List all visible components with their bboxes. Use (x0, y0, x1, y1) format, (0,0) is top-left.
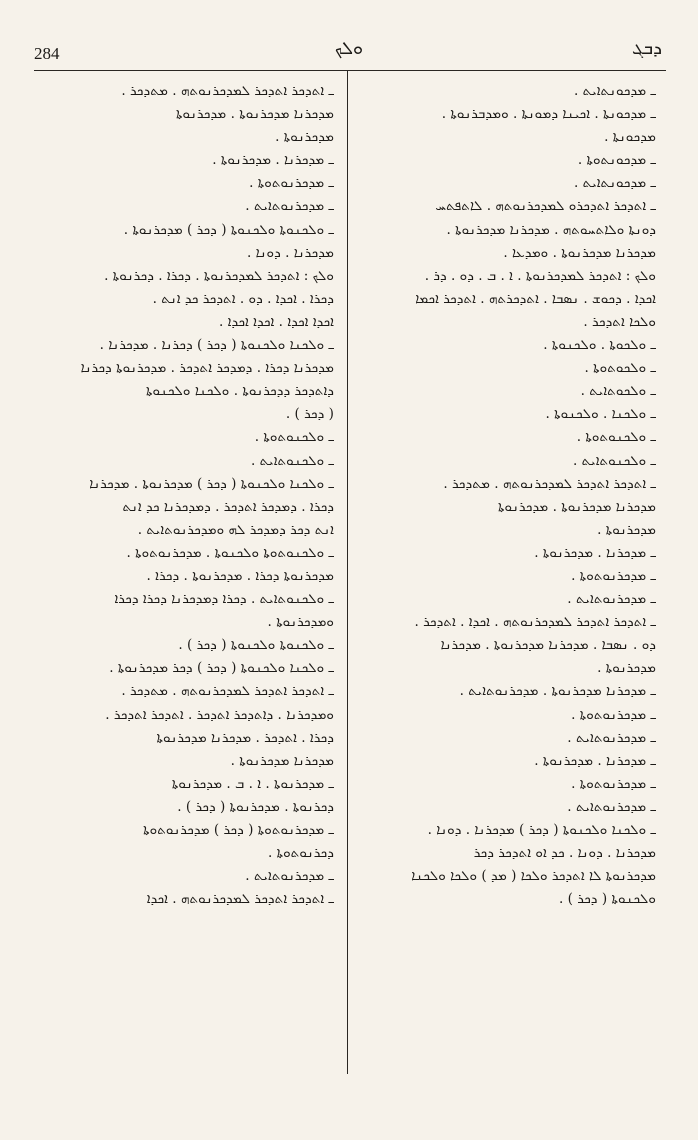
dictionary-line: ܡܕܟܪܢܐ ܡܕܟܪܢܘܬܐ . ܡܕܟܪܢܘܬܐ (176, 106, 334, 123)
dictionary-line: ܕܟܪܢܘܬܐ . ܡܕܟܪܢܘܬܐ ( ܕܟܪ ) . (177, 798, 334, 815)
dictionary-line: ܘܠܟ : ܐܬܕܟܪ ܠܡܕܟܪܢܘܬܐ . ܕܟܪܐ . ܕܟܪܢܘܬܐ . (104, 267, 334, 284)
page-header (30, 30, 668, 70)
dictionary-line: ـ ܡܕܟܪܢܐ ܡܕܟܪܢܘܬܐ . ܡܕܟܪܢܘܬܐܝܬ . (459, 683, 656, 700)
dictionary-line: ـ ܐܬܕܟܪ ܐܬܕܟܪܘ ܠܡܕܟܪܢܘܬܗ . ܠܐܬܦܬܚ (435, 198, 656, 215)
dictionary-line: ܐܟܕܐ ܐܟܕܐ . ܐܟܕܐ ܐܟܕܐ . (219, 313, 334, 330)
dictionary-line: ـ ܘܠܟܢܘܬܐ ܘܠܟܢܘܬܐ ( ܕܟܪ ) . (178, 637, 334, 654)
dictionary-line: ـ ܡܕܟܘܢܬܘܬܐ . (577, 152, 656, 169)
right-column (360, 80, 656, 911)
left-column (38, 80, 334, 911)
dictionary-line: ܘܠܟ : ܐܬܕܟܪ ܠܡܕܟܪܢܘܬܐ . ܐ . ܒ . ܕܘ . ܕܪ . (424, 267, 656, 284)
dictionary-line: ـ ܘܠܟܢܘܬܘܬܐ ܘܠܟܢܘܬܐ . ܡܕܟܪܢܘܬܘܬܐ . (126, 544, 334, 561)
dictionary-line: ـ ܡܕܟܪܢܘܬܐܝܬ . (567, 798, 656, 815)
dictionary-line: ـ ܘܠܟܢܐ ܘܠܟܢܘܬܐ ( ܕܟܪ ) ܕܟܪ ܡܕܟܪܢܘܬܐ . (109, 660, 334, 677)
dictionary-line: ـ ܘܠܟܢܘܬܐܝܬ . (250, 452, 334, 469)
dictionary-line: ـ ܐܬܕܟܪ ܐܬܕܟܪ ܠܡܕܟܪܢܘܬܗ . ܡܬܕܟܪ . (121, 83, 334, 99)
dictionary-line: ـ ܐܬܕܟܪ ܐܬܕܟܪ ܠܡܕܟܪܢܘܬܗ . ܐܟܕܐ . ܐܬܕܟܪ . (414, 614, 656, 631)
dictionary-line: ـ ܘܠܟܢܘܬܘܬܐ . (576, 429, 656, 446)
dictionary-line: ܕܘ . ܢܣܒܐ . ܡܕܟܪܢܐ ܡܕܟܪܢܘܬܐ . ܡܕܟܪܢܐ (440, 637, 656, 654)
dictionary-line: ـ ܡܕܟܪܢܐ . ܡܕܟܪܢܘܬܐ . (212, 152, 334, 169)
dictionary-line: ـ ܘܠܟܢܐ ܘܠܟܢܘܬܐ ( ܕܟܪ ) ܡܕܟܪܢܐ . ܕܘܢܐ . (427, 822, 656, 838)
dictionary-line: ܘܡܕܟܪܢܐ . ܕܐܬܕܟܪ ܐܬܕܟܪ . ܐܬܕܟܪ ܐܬܕܟܪ . (105, 706, 334, 723)
dictionary-line: ـ ܡܕܟܘܢܬܐ . ܐܟܝܢܐ ܕܡܘܢܬܐ . ܘܡܕܒܪܢܘܬܐ . (441, 106, 656, 123)
page-number: 284 (34, 44, 60, 63)
dictionary-line: ܘܠܟܢܘܬܐ ( ܕܟܪ ) . (558, 891, 656, 908)
header-rule (34, 70, 666, 71)
dictionary-line: ـ ܡܕܟܪܢܘܬܐ . ܐ . ܒ . ܡܕܟܪܢܘܬܐ (171, 775, 334, 792)
dictionary-line: ـ ܐܬܕܟܪ ܐܬܕܟܪ ܠܡܕܟܪܢܘܬܗ . ܐܟܕܐ (146, 891, 334, 908)
dictionary-line: ـ ܘܠܟܘܬܐܝܬ . (580, 383, 656, 400)
dictionary-line: ܡܕܟܪܢܐ . ܕܘܢܐ . ܟܕ ܐܘ ܐܬܕܟܪ ܕܟܪ (473, 845, 656, 862)
dictionary-line: ـ ܡܕܟܪܢܘܬܘܬܐ . (571, 706, 656, 723)
dictionary-line: ـ ܡܕܟܪܢܘܬܐܝܬ . (567, 591, 656, 608)
dictionary-line: ـ ܡܕܟܪܢܘܬܘܬܐ ( ܕܟܪ ) ܡܕܟܪܢܘܬܘܬܐ (143, 822, 334, 838)
dictionary-line: ـ ܡܕܟܪܢܘܬܘܬܐ . (249, 175, 334, 192)
running-head: ܘܠܟ (334, 38, 364, 59)
dictionary-line: ܡܕܟܪܢܐ ܕܟܪܐ . ܕܡܕܟܪ ܐܬܕܟܪ . ܡܕܟܪܢܘܬܐ ܕܟܪܢܐ (80, 360, 334, 377)
dictionary-line: ـ ܡܕܟܪܢܘܬܐܝܬ . (567, 729, 656, 746)
dictionary-line: ܐܢܬ ܕܟܪ ܕܡܕܟܪ ܠܗ ܘܡܕܟܪܢܘܬܐܝܬ . (137, 521, 334, 538)
dictionary-line: ܡܕܟܪܢܘܬܐ ܠܐ ܐܬܕܟܪ ܘܠܟܐ ( ܡܕ ) ܘܠܟܐ ܘܠܟܢܐ (411, 868, 656, 885)
dictionary-line: ܕܟܪܐ . ܐܬܕܟܪ . ܡܕܟܪܢܐ ܡܕܟܪܢܘܬܐ (156, 729, 334, 746)
dictionary-line: ـ ܘܠܟܘܬܘܬܐ . (584, 360, 656, 377)
dictionary-line: ܐܟܕܐ . ܕܟܘܫ . ܢܣܒܐ . ܐܬܕܟܪܬܗ . ܐܬܕܟܪ ܐܟܡܐ (415, 290, 656, 307)
dictionary-line: ـ ܡܕܟܪܢܘܬܐܝܬ . (245, 868, 334, 885)
guide-word: ܕܒܓ (631, 38, 662, 59)
dictionary-line: ـ ܘܠܟܢܘܬܘܬܐ . (254, 429, 334, 446)
dictionary-line: ܕܟܪܐ . ܐܟܕܐ . ܕܘ . ܐܬܕܟܪ ܟܕ ܐܢܬ . (152, 290, 334, 307)
dictionary-line: ܡܕܟܪܢܐ . ܕܘܢܐ . (246, 244, 334, 261)
dictionary-line: ܡܕܟܘܢܬܐ . (604, 129, 656, 146)
dictionary-line: ܡܕܟܪܢܐ ܡܕܟܪܢܘܬܐ . ܘܡܕܥܐ . (503, 244, 656, 261)
dictionary-line: ـ ܡܕܟܪܢܐ . ܡܕܟܪܢܘܬܐ . (534, 752, 656, 769)
dictionary-line: ܡܕܟܪܢܐ ܡܕܟܪܢܘܬܐ . ܡܕܟܪܢܘܬܐ (498, 498, 656, 515)
dictionary-line: ـ ܘܠܟܘܬܐ . ܘܠܟܢܘܬܐ . (543, 337, 656, 354)
dictionary-line: ܕܐܬܕܟܪ ܕܕܟܪܢܘܬܐ . ܘܠܟܢܐ ܘܠܟܢܘܬܐ (145, 383, 334, 400)
dictionary-line: ( ܕܟܪ ) . (285, 406, 334, 423)
column-divider (347, 70, 348, 1074)
dictionary-line: ـ ܘܠܟܢܘܬܐܝܬ . (572, 452, 656, 469)
dictionary-line: ـ ܘܠܟܢܘܬܐ ܘܠܟܢܘܬܐ ( ܕܟܪ ) ܡܕܟܪܢܘܬܐ . (123, 221, 334, 238)
dictionary-line: ܘܠܟܐ ܐܬܕܟܪ . (583, 313, 656, 330)
dictionary-line: ܕܟܪܐ . ܕܡܕܟܪ ܐܬܕܟܪ . ܕܡܕܟܪܢܐ ܟܕ ܐܢܬ (122, 498, 334, 515)
dictionary-line: ـ ܡܕܟܪܢܘܬܘܬܐ . (571, 775, 656, 792)
dictionary-line: ܘܡܕܟܪܢܘܬܐ . (267, 614, 334, 631)
dictionary-line: ـ ܘܠܟܢܐ ܘܠܟܢܘܬܐ ( ܕܟܪ ) ܕܟܪܢܐ . ܡܕܟܪܢܐ . (99, 337, 334, 354)
dictionary-line: ـ ܘܠܟܢܘܬܐܝܬ . ܕܟܪܐ ܕܡܕܟܪܢܐ ܕܟܪܐ ܕܟܪܐ (114, 591, 334, 608)
dictionary-line: ܡܕܟܪܢܘܬܐ ܕܟܪܐ . ܡܕܟܪܢܘܬܐ . ܕܟܪܐ . (146, 567, 334, 584)
dictionary-line: ـ ܘܠܟܢܐ . ܘܠܟܢܘܬܐ . (545, 406, 656, 423)
dictionary-line: ܡܕܟܪܢܘܬܐ . (597, 521, 656, 538)
dictionary-line: ـ ܡܕܟܘܢܬܐܝܬ . (574, 175, 656, 192)
dictionary-line: ـ ܐܬܕܟܪ ܐܬܕܟܪ ܠܡܕܟܪܢܘܬܗ . ܡܬܕܟܪ . (443, 475, 656, 492)
dictionary-line: ܕܟܪܢܘܬܘܬܐ . (267, 845, 334, 862)
dictionary-line: ܡܕܟܪܢܘܬܐ . (597, 660, 656, 677)
dictionary-line: ـ ܡܕܟܪܢܐ . ܡܕܟܪܢܘܬܐ . (534, 544, 656, 561)
dictionary-line: ـ ܡܕܟܪܢܘܬܐܝܬ . (245, 198, 334, 215)
dictionary-line: ܡܕܟܪܢܐ ܡܕܟܪܢܘܬܐ . (230, 752, 334, 769)
dictionary-line: ـ ܡܕܟܘܢܬܐܝܬ . (574, 83, 656, 99)
dictionary-line: ـ ܐܬܕܟܪ ܐܬܕܟܪ ܠܡܕܟܪܢܘܬܗ . ܡܬܕܟܪ . (121, 683, 334, 700)
dictionary-line: ـ ܘܠܟܢܐ ܘܠܟܢܘܬܐ ( ܕܟܪ ) ܡܕܟܪܢܘܬܐ . ܡܕܟܪܢܐ (89, 475, 334, 492)
dictionary-line: ـ ܡܕܟܪܢܘܬܘܬܐ . (571, 567, 656, 584)
dictionary-line: ܡܕܟܪܢܘܬܐ . (275, 129, 334, 146)
dictionary-line: ܕܘܢܬܐ ܘܠܐܬܚܘܬܗ . ܡܕܟܪܢܐ ܡܕܟܪܢܘܬܐ . (446, 221, 656, 238)
